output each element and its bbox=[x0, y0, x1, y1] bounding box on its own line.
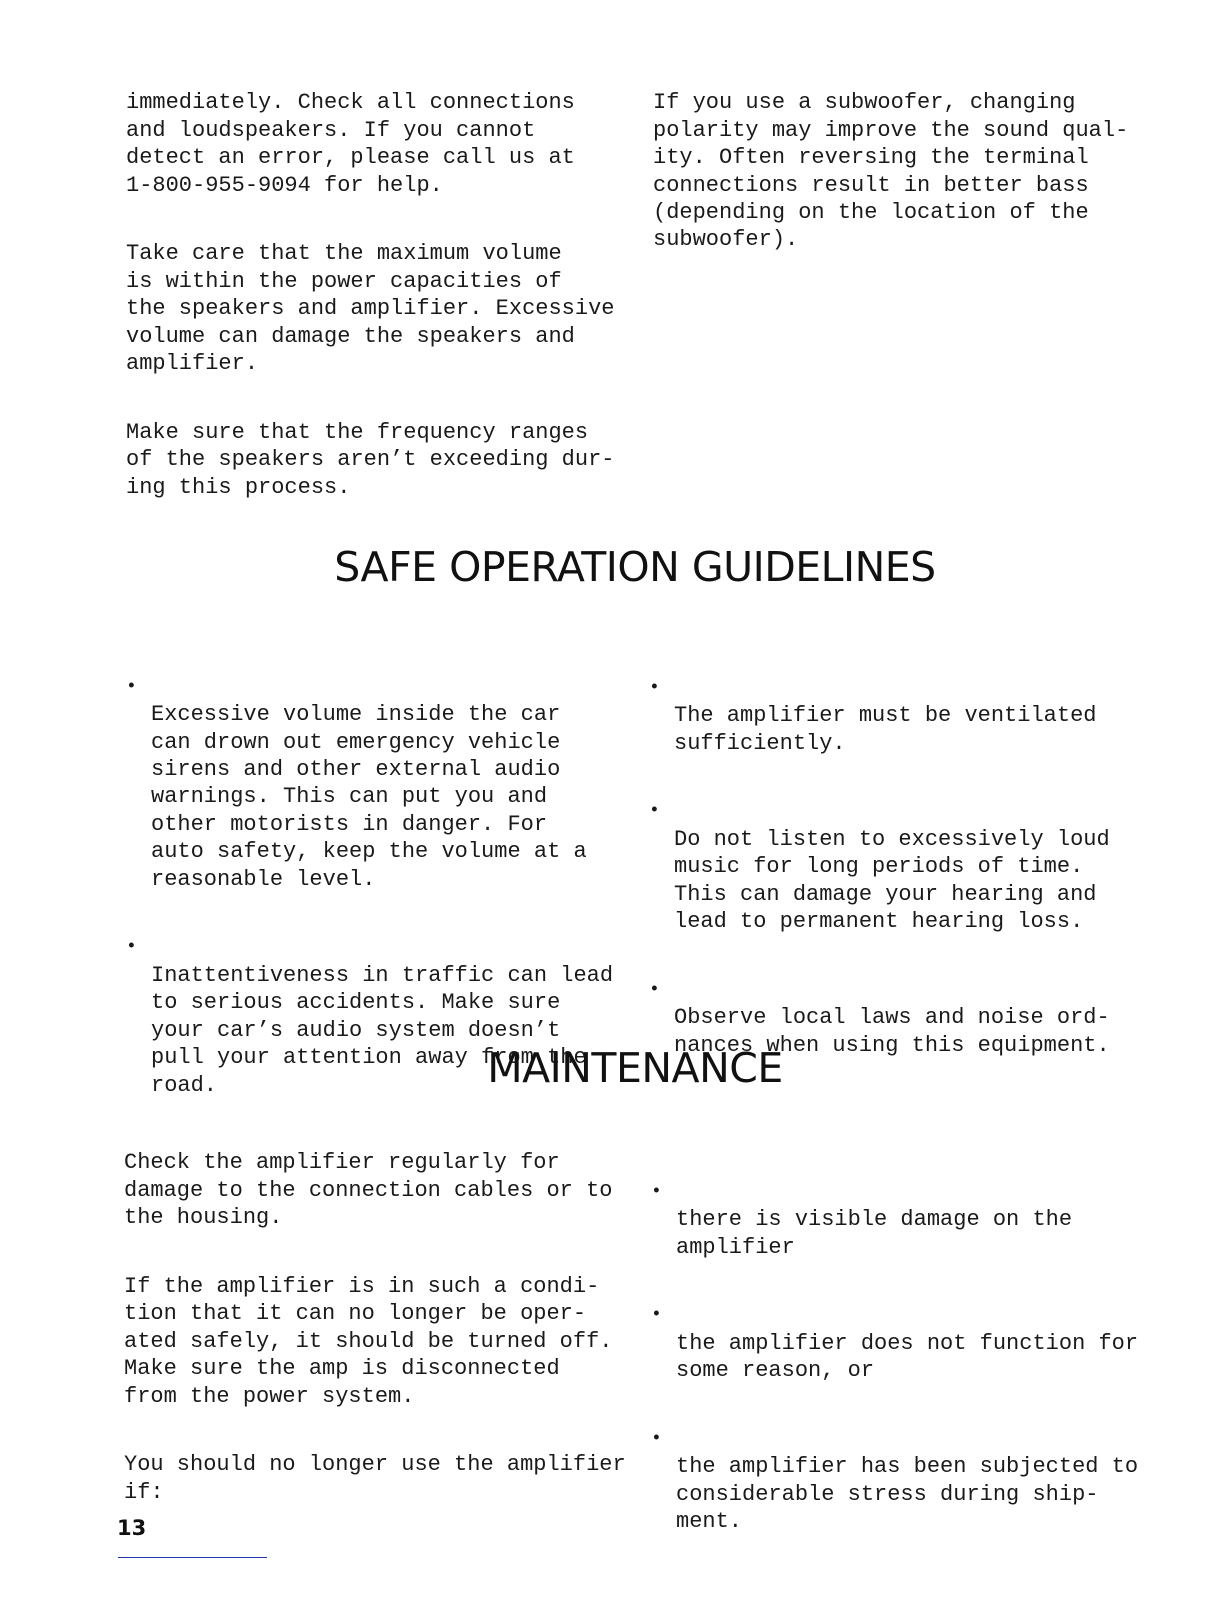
top-right-column bbox=[653, 62, 1153, 295]
bullet-text-excessive-volume: Excessive volume inside the car can drown out emergency vehicle sirens and other external audio warnings. This can put you and other motorists in danger. For auto safety, keep the volume at a reasonable level. bbox=[151, 702, 587, 892]
safe-operation-heading: SAFE OPERATION GUIDELINES bbox=[334, 543, 936, 591]
bullet-dot: • bbox=[651, 1305, 662, 1326]
bullet-item bbox=[126, 674, 626, 893]
maintenance-left-column bbox=[124, 1122, 634, 1548]
bullet-text-ventilated: The amplifier must be ventilated sufficiently. bbox=[674, 703, 1097, 756]
paragraph-check-connections: immediately. Check all connections and loudspeakers. If you cannot detect an error, please call us at 1-800-955-9094 for help. bbox=[126, 90, 575, 198]
bullet-text-local-laws: Observe local laws and noise ord- nances when using this equipment. bbox=[674, 1005, 1110, 1058]
bullet-dot: • bbox=[126, 676, 137, 697]
paragraph-frequency-ranges: Make sure that the frequency ranges of the speakers aren’t exceeding dur- ing this process. bbox=[126, 419, 615, 500]
bullet-dot: • bbox=[651, 1181, 662, 1202]
bullet-item bbox=[649, 675, 1169, 757]
top-left-column bbox=[126, 62, 626, 543]
paragraph-turn-off: If the amplifier is in such a condi- tion that it can no longer be oper- ated safely, it should be turned off. Make sure the amp is disconnected from the power system. bbox=[124, 1274, 613, 1409]
bullet-text-loud-music: Do not listen to excessively loud music for long periods of time. This can damage your hearing and lead to permanent hearing loss. bbox=[674, 826, 1110, 935]
bullet-dot: • bbox=[649, 801, 660, 822]
maintenance-heading: MAINTENANCE bbox=[487, 1044, 783, 1092]
paragraph-check-amplifier: Check the amplifier regularly for damage to the connection cables or to the housing. bbox=[124, 1150, 613, 1231]
paragraph-maximum-volume: Take care that the maximum volume is within the power capacities of the speakers and amplifier. Excessive volume can damage the speakers and amplifier. bbox=[126, 241, 615, 377]
footer-rule bbox=[118, 1557, 267, 1558]
paragraph-subwoofer-polarity: If you use a subwoofer, changing polarity may improve the sound qual- ity. Often reversing the terminal connections result in better bass (depending on the location of the subwoofer). bbox=[653, 90, 1129, 253]
bullet-text-not-function: the amplifier does not function for some reason, or bbox=[676, 1330, 1139, 1384]
bullet-dot: • bbox=[126, 937, 137, 958]
bullet-item bbox=[651, 1426, 1171, 1536]
bullet-dot: • bbox=[649, 979, 660, 1000]
bullet-item bbox=[649, 798, 1169, 935]
bullet-dot: • bbox=[649, 677, 660, 698]
bullet-item bbox=[651, 1179, 1171, 1261]
bullet-text-inattentiveness: Inattentiveness in traffic can lead to serious accidents. Make sure your car’s audio system doesn’t pull your attention away from the road. bbox=[151, 962, 614, 1098]
bullet-text-visible-damage: there is visible damage on the amplifier bbox=[676, 1207, 1073, 1260]
page-number: 13 bbox=[117, 1516, 147, 1540]
bullet-item bbox=[651, 1302, 1171, 1384]
bullet-text-stress-shipment: the amplifier has been subjected to considerable stress during ship- ment. bbox=[676, 1454, 1139, 1535]
bullet-dot: • bbox=[651, 1429, 662, 1450]
paragraph-no-longer-use: You should no longer use the amplifier if: bbox=[124, 1452, 626, 1505]
maintenance-right-column bbox=[651, 1124, 1171, 1605]
